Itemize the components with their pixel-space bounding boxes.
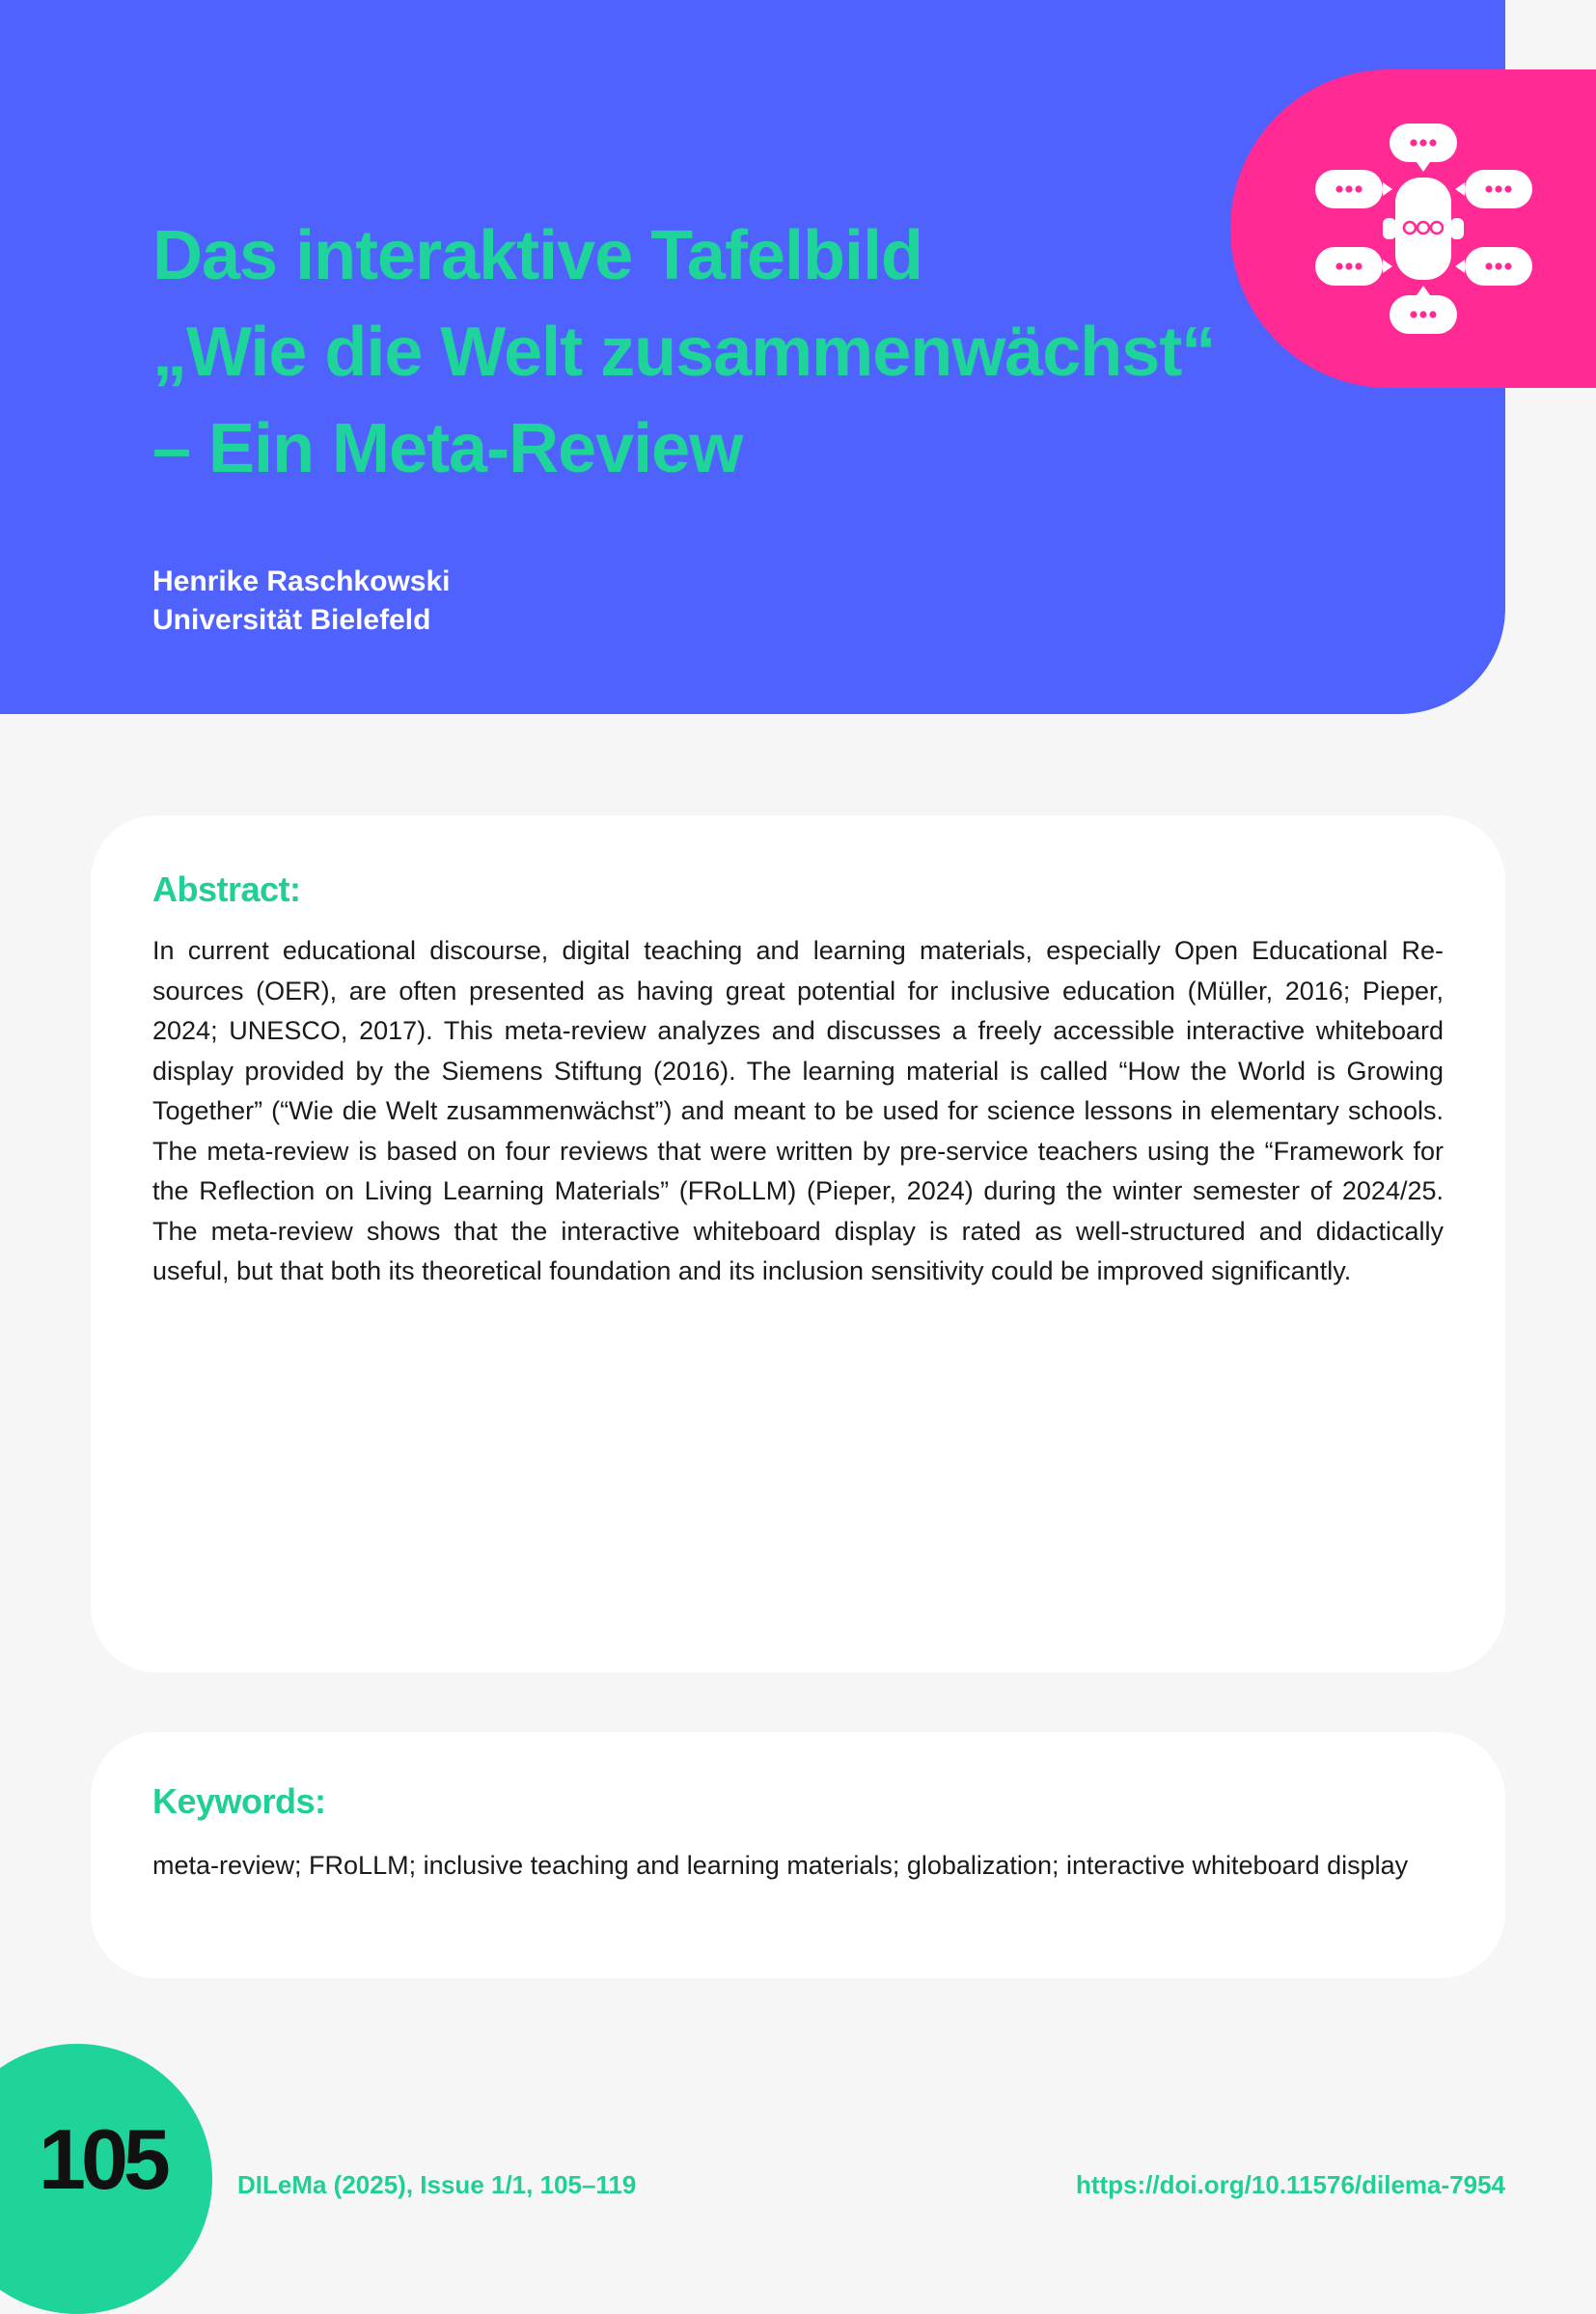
page-number: 105 [39,2111,166,2207]
abstract-body: In current educational discourse, digital teaching and learning materials, especially Open Educational Resources (OER), are often presented as having great potential for inclusive education (Müller, 2016; Pieper, 2024; UNESCO, 2017). This meta-review analyzes and discusses a freely accessible interactive whiteboard display provided by the Siemens Stiftung (2016). The learning material is called “How the World is Growing Together” (“Wie die Welt zusammenwächst”) and meant to be used for science lessons in elementary schools. The meta-review is based on four reviews that were written by pre-service teachers using the “Framework for the Reflection on Living Learning Materials” (FRoLLM) (Pieper, 2024) during the winter semester of 2024/25. The meta-review shows that the interactive whiteboard display is rated as well-structured and didactically useful, but that both its theoretical foundation and its inclusion sensitivity could be improved significantly. [152,936,1444,1285]
topic-badge [1230,69,1596,388]
chatbot-network-icon [1230,69,1596,388]
keywords-list: meta-review; FRoLLM; inclusive teaching and learning materials; globalization; interactive whiteboard display [152,1851,1409,1880]
title-line-1: Das interaktive Tafelbild [152,217,922,294]
keywords-heading: Keywords: [152,1781,326,1821]
article-title [152,207,1262,497]
title-line-2: „Wie die Welt zusammenwächst“ [152,314,1216,391]
title-line-3: – Ein Meta-Review [152,410,743,487]
journal-citation: DILeMa (2025), Issue 1/1, 105–119 [237,2170,637,2199]
doi-link[interactable]: https://doi.org/10.11576/dilema-7954 [1075,2170,1505,2199]
author-name: Henrike Raschkowski [152,565,451,597]
author-block [152,563,450,640]
abstract-heading: Abstract: [152,869,301,909]
keywords-card [91,1732,1505,1978]
author-affiliation: Universität Bielefeld [152,604,431,636]
abstract-card [91,815,1505,1672]
